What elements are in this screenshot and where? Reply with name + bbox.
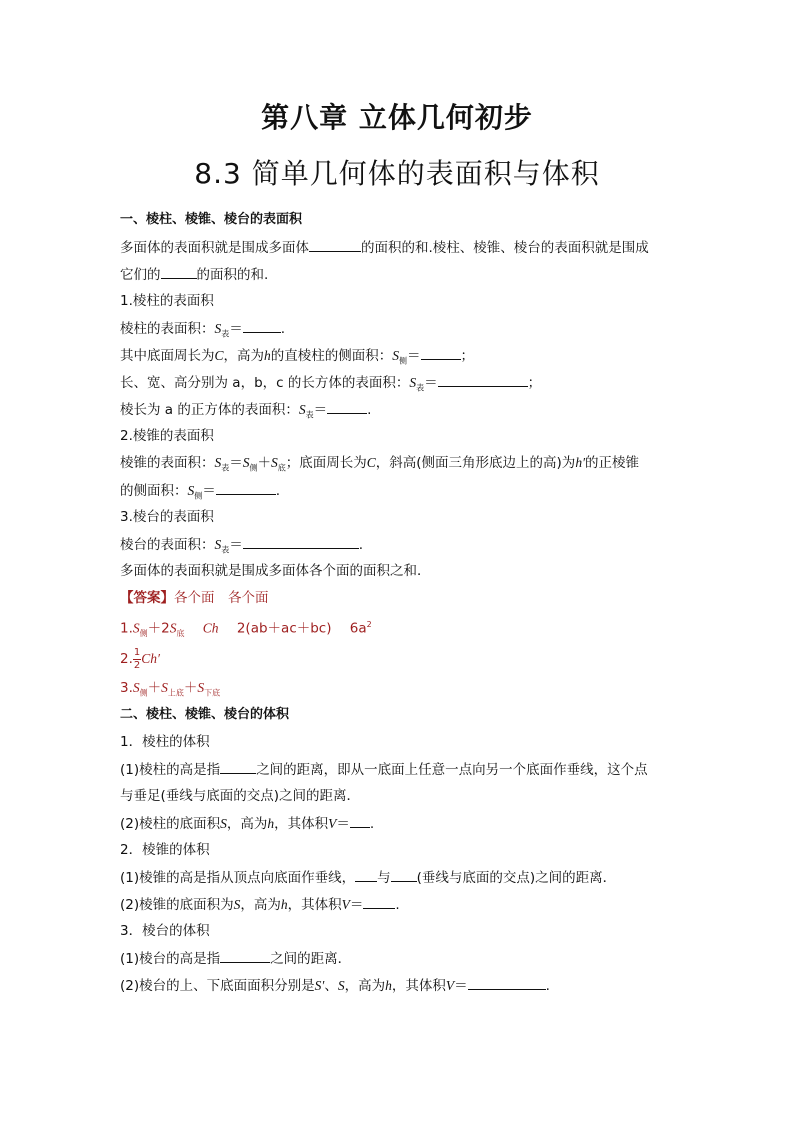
prism-height-def-cont: 与垂足(垂线与底面的交点)之间的距离． [120, 788, 361, 804]
blank [355, 867, 377, 882]
surface-area-summary: 多面体的表面积就是围成多面体各个面的面积之和． [120, 563, 431, 579]
blank [438, 372, 528, 387]
frustum-area-formula: 棱台的表面积：$S_表=$ . [120, 534, 680, 561]
blank [363, 894, 395, 909]
blank [350, 813, 370, 828]
prism-volume-formula: (2)棱柱的底面积S，高为h，其体积V＝ . [120, 813, 680, 840]
frustum-height-def: (1)棱台的高是指 之间的距离． [120, 948, 680, 975]
pyramid-lateral-area: 的侧面积：$S_侧=$ . [120, 480, 680, 507]
intro-line-1: 多面体的表面积就是围成多面体 的面积的和.棱柱、棱锥、棱台的表面积就是围成 [120, 237, 680, 264]
content [120, 210, 680, 1002]
answer-tag: 【答案】 [120, 590, 174, 606]
prism-area-formula: 棱柱的表面积：$S_表=$ . [120, 318, 680, 345]
frustum-volume-title: 3．棱台的体积 [120, 923, 210, 939]
answer-line-4: $3.S_侧+S_{上底}+S_{下底}$ [120, 680, 221, 698]
section1-heading: 一、棱柱、棱锥、棱台的表面积 [120, 212, 303, 227]
blank [161, 264, 197, 279]
pyramid-volume-formula: (2)棱锥的底面积为S，高为h，其体积V＝ . [120, 894, 680, 921]
blank [220, 759, 256, 774]
prism-area-title: 1.棱柱的表面积 [120, 293, 214, 309]
blank [309, 237, 361, 252]
chapter-title: 第八章 立体几何初步 [261, 101, 533, 134]
pyramid-volume-title: 2．棱锥的体积 [120, 842, 210, 858]
pyramid-area-title: 2.棱锥的表面积 [120, 428, 214, 444]
pyramid-height-def: (1)棱锥的高是指从顶点向底面作垂线， 与 (垂线与底面的交点)之间的距离． [120, 867, 680, 894]
section-title: 8.3 简单几何体的表面积与体积 [194, 157, 600, 190]
fraction: $\frac{1}{2}$ [133, 646, 141, 671]
cube-area: 棱长为 a 的正方体的表面积：$S_表=$ . [120, 399, 680, 426]
blank [327, 399, 367, 414]
frustum-volume-formula: (2)棱台的上、下底面面积分别是S′、S，高为h，其体积V＝ . [120, 975, 680, 1002]
answer-line-1: 【答案】各个面 各个面 [120, 590, 269, 606]
prism-height-def: (1)棱柱的高是指 之间的距离，即从一底面上任意一点向另一个底面作垂线，这个点 [120, 759, 680, 786]
intro-line-2: 它们的 的面积的和. [120, 264, 680, 291]
blank [216, 480, 276, 495]
answer-line-2: $1.S_侧+2S_底$ Ch 2(ab＋ac＋bc) $6a^2$ [120, 620, 372, 639]
blank [421, 345, 461, 360]
blank [243, 534, 359, 549]
blank [243, 318, 281, 333]
blank [220, 948, 270, 963]
prism-lateral-area: 其中底面周长为C，高为h的直棱柱的侧面积：$S_侧=$ ； [120, 345, 680, 372]
section2-heading: 二、棱柱、棱锥、棱台的体积 [120, 707, 290, 722]
blank [468, 975, 546, 990]
pyramid-area-formula: 棱锥的表面积：$S_表=S_侧+S_底$；底面周长为C，斜高(侧面三角形底边上的高)为h′的正棱锥 [120, 455, 640, 473]
cuboid-area: 长、宽、高分别为 a，b，c 的长方体的表面积：$S_表=$ ； [120, 372, 680, 399]
blank [391, 867, 417, 882]
prism-volume-title: 1．棱柱的体积 [120, 734, 210, 750]
answer-line-3: 2. $\frac{1}{2}$ Ch′ [120, 646, 160, 671]
frustum-area-title: 3.棱台的表面积 [120, 509, 214, 525]
